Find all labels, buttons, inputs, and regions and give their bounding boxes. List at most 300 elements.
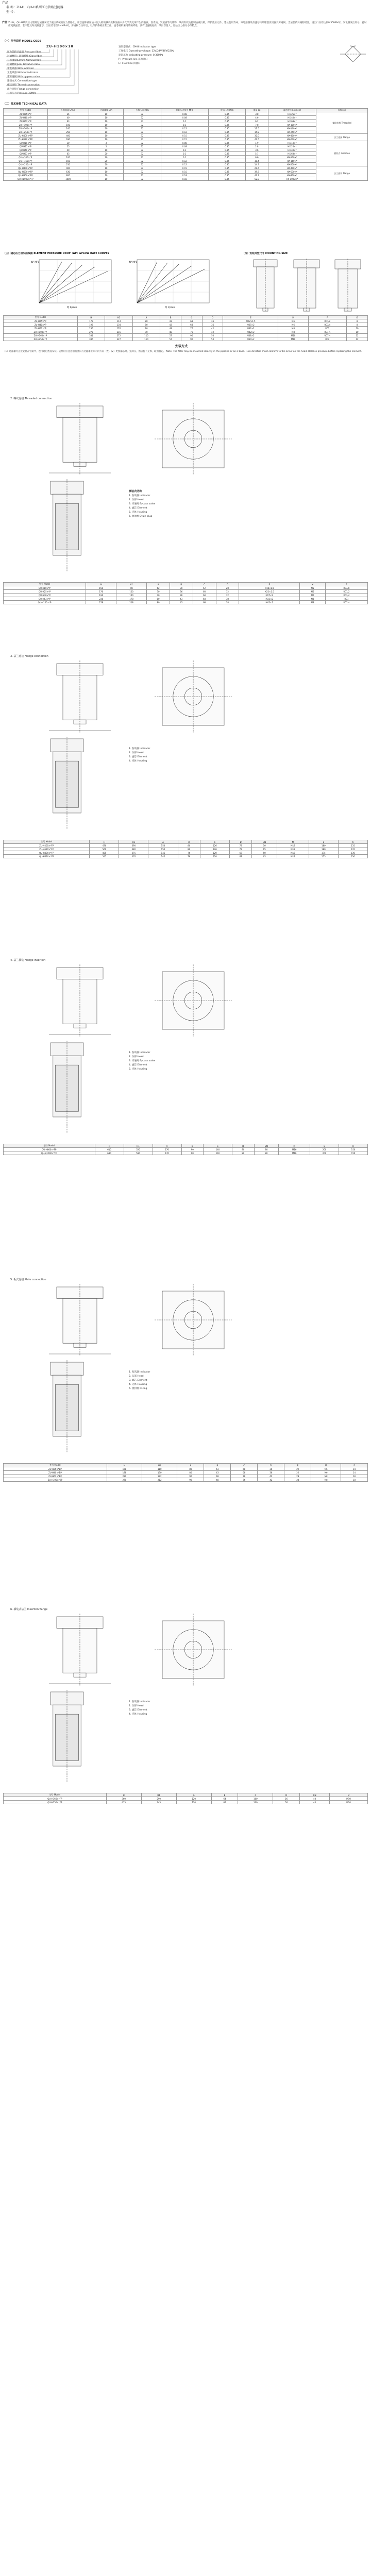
dim-col-header: M [330,1793,368,1797]
table-cell: QU-H400×*FP [4,851,90,855]
chart1-ylabel: ΔP MPa [31,261,40,264]
table-cell: 50 [202,334,223,337]
table-row [4,163,368,166]
table-row [4,134,368,138]
table-cell: 29.6 [246,166,268,170]
table-cell: ZU-H40×*BP [4,1471,107,1475]
table-cell: 80 [177,1467,204,1471]
table-cell: 0.12 [161,163,208,166]
parts-item: 1. 发讯器 Indicator [129,1371,150,1374]
dim-col-header: D [202,316,223,319]
dim-col-header: B [160,316,181,319]
table-cell: 120 [176,1797,211,1801]
table-cell: M12 [277,855,309,858]
table-cell: M33×2 [239,597,300,601]
table-cell: 8 [347,319,368,323]
table-cell: 10 [89,177,124,181]
table-cell: 28 [216,586,239,590]
table-cell: 150 [86,586,116,590]
table-cell: QU-H100×*P [4,601,86,604]
table-cell: 0.08 [161,145,208,148]
table-cell: 32 [124,141,161,145]
table-cell: QU-H63×*P [4,152,48,156]
table-cell: HX-630×* [268,138,316,141]
dim-col-header: M [279,1144,310,1148]
table-cell: 68 [229,851,251,855]
table-cell: 290 [141,1797,176,1801]
parts-item: 5. 密封圈 O-ring [129,1387,147,1390]
table-cell: M10 [278,337,308,341]
table-cell: QU-H25×*P [4,145,48,148]
table-row [4,844,368,848]
table-cell: 36 [202,323,223,327]
table-cell: 40 [300,1801,330,1804]
table-cell: 150 [339,1151,367,1155]
table-cell: 56 [273,1797,300,1801]
dim-col-header: B [204,1464,231,1467]
table-cell: 80 [147,597,170,601]
table-row [4,138,368,141]
table-cell: 130 [142,1471,177,1475]
table-cell: 76 [178,855,200,858]
table-cell: 10 [89,138,124,141]
dim-col-header: D [229,840,251,844]
table-cell: HX-10×* [268,141,316,145]
table-cell: 40 [47,148,89,152]
model-code-notes [119,45,174,66]
table-cell: 196 [86,594,116,597]
table-cell: HX-63×* [268,120,316,123]
table-row [4,120,368,123]
table-cell: 400 [47,166,89,170]
table-cell: 0.35 [208,138,245,141]
table-cell: M6 [311,1471,341,1475]
table-cell: M8 [300,597,326,601]
table-cell: M22×1.5 [223,319,278,323]
table-cell: 100 [238,1797,273,1801]
dimension-drawing-side [155,403,232,475]
table-cell: 130 [338,855,367,858]
table-cell: 32 [124,112,161,116]
table-cell: RC1¼ [308,330,347,334]
table-cell: ZU-H160×*P [4,334,78,337]
table-cell: 0.35 [208,130,245,134]
dim-col-header: A [148,840,178,844]
table-row [4,148,368,152]
parts-item: 1. 发讯器 Indicator [129,1052,150,1054]
table-cell: 10 [89,116,124,120]
table-cell: M10 [278,334,308,337]
table-cell: HX-1000×* [268,177,316,181]
dim-col-header: H1 [142,1464,177,1467]
pressure-drop-chart-2 [129,258,211,309]
table-cell: 14 [341,1467,368,1471]
table-cell: 3.8 [246,112,268,116]
table-cell: 0.15 [161,166,208,170]
table-row [4,1475,368,1478]
table-cell: 0.12 [161,159,208,163]
table-cell: 0.35 [208,163,245,166]
table-cell: 80 [232,1151,255,1155]
table-cell: M10 [330,1797,368,1801]
table-cell: 455 [90,851,119,855]
table-cell: ZU-H250×*P [4,337,78,341]
dim-col-header: F [308,316,347,319]
model-code-item: 连接方式 Connection type [7,80,37,82]
dim-col-header: M [300,583,326,586]
table-cell: 43 [170,597,193,601]
dim-col-header: D [232,1144,255,1148]
dim-col-header: H1 [116,583,147,586]
table-cell: RC2 [308,337,347,341]
table-row [4,597,368,601]
table-cell: HX-630×* [268,170,316,174]
table-cell: 80 [178,848,200,851]
dim-col-header: A [153,1144,181,1148]
dim-col-header: A [132,316,160,319]
table-cell: 2.8 [246,145,268,148]
table-cell: 230 [107,1475,142,1478]
table-cell: 5 [89,145,124,148]
table-cell: 238 [86,597,116,601]
connection-type-cell: 法兰插装 Flange [316,166,368,181]
table-cell: 114 [105,319,133,323]
table-cell: 68 [193,601,216,604]
table-cell: 0.18 [161,177,208,181]
table-cell: M27×2 [223,323,278,327]
table-cell: 36 [258,1467,284,1471]
table-cell: 0.35 [208,127,245,130]
table-cell: 0.1 [161,152,208,156]
table-cell: 32 [124,130,161,134]
table-cell: 63 [47,120,89,123]
table-cell: 120 [116,590,147,594]
dim-col-header: H [95,1144,124,1148]
table-cell: 90 [181,1151,204,1155]
dim-col-header: H [106,1793,141,1797]
table-cell: 32 [124,152,161,156]
table-cell: RC3/4 [325,594,367,597]
table-cell: 145 [148,855,178,858]
table-cell: 15.8 [246,130,268,134]
table-cell: 160 [47,127,89,130]
table-cell: 480 [119,848,148,851]
model-code-item: 公称压力 Pressure 32MPa [7,92,37,95]
table-cell: 20 [89,156,124,159]
intro-section [0,22,371,37]
table-cell: QU-H400×*FP [4,166,48,170]
table-cell: 10 [89,134,124,138]
dim-col-header: H [107,1464,142,1467]
table-cell: 390 [119,844,148,848]
parts-item: 4. 滤芯 Element [129,507,147,510]
table-row [4,323,368,327]
table-cell: 6.6 [246,156,268,159]
table-cell: 36 [202,319,223,323]
table-cell: QU-H800×*FP [4,1148,95,1151]
hydraulic-symbol [340,45,366,63]
table-cell: ZU-H630×*FP [4,138,48,141]
section-caption: 4. 法兰插装 Flange insertion [10,959,46,962]
table-cell: 200 [310,1148,339,1151]
cutaway-drawing [26,737,108,829]
table-cell: M33×2 [223,327,278,330]
dimension-table [3,1793,368,1804]
table-cell: 76 [231,1478,258,1482]
tech-data-table [3,108,368,181]
dim-col-header: M [311,1464,341,1467]
table-cell: 10 [89,130,124,134]
model-code-item: 无发讯器 Without indicator [7,72,38,74]
tech-col-header: 原始压力损失 MPa [161,109,208,112]
model-code-section [0,40,371,102]
dimension-section [0,1607,371,1917]
table-row [4,112,368,116]
table-cell: 0.35 [208,145,245,148]
table-cell: QU-H250×*FP [4,1801,107,1804]
table-cell: 52.0 [246,177,268,181]
table-cell: ZU-H63×*P [4,327,78,330]
table-cell: ZU-H400×*FP [4,134,48,138]
model-code-note: 工作电压 Operating voltage: 12V/24V/36V/220V [119,50,174,53]
table-row [4,337,368,341]
product-label: 产品 [2,1,9,5]
table-cell: M6 [278,323,308,327]
table-cell: 68 [181,323,202,327]
dim-col-header: F [325,583,367,586]
table-row [4,145,368,148]
table-cell: M16 [279,1151,310,1155]
cutaway-drawing [26,1041,108,1133]
note-title: 安装方式 [175,345,188,348]
table-cell: 130 [338,851,367,855]
table-cell: 278 [86,601,116,604]
table-cell: 150 [339,1148,367,1151]
dimension-section [0,654,371,948]
table-cell: QU-H100×*P [4,156,48,159]
parts-item: 2. 头部 Head [129,752,144,754]
table-cell: 43 [204,1471,231,1475]
table-row [4,166,368,170]
table-cell: 272 [105,334,133,337]
parts-item: 4. 滤芯 Element [129,1064,147,1066]
table-cell: QU-H40×*P [4,594,86,597]
table-row [4,159,368,163]
table-cell: M6 [300,594,326,597]
table-cell: 10 [89,120,124,123]
table-cell: 12 [347,337,368,341]
table-cell: 68 [193,597,216,601]
table-cell: 0.35 [208,174,245,177]
dimension-drawing-front [41,1284,119,1356]
table-cell: M12 [277,844,309,848]
dim-col-header: DN [300,1793,330,1797]
dim-col-header: D [216,583,239,586]
table-cell: 135 [338,848,367,851]
table-cell: 68 [231,1467,258,1471]
table-cell: 32 [124,174,161,177]
table-cell: 32 [124,148,161,152]
table-cell: 80 [132,319,160,323]
table-cell: 10 [89,148,124,152]
tech-col-header: 型号 Model [4,109,48,112]
table-cell: 46.2 [246,174,268,177]
table-cell: 140 [204,1148,232,1151]
model-code-items [7,50,42,96]
table-cell: 0.08 [161,112,208,116]
table-cell: 178 [116,597,147,601]
table-cell: 43 [170,601,193,604]
table-cell: 57 [160,334,181,337]
table-cell: RC1½ [308,334,347,337]
table-cell: 18 [341,1478,368,1482]
dimension-table [3,1463,368,1482]
table-cell: 0.35 [208,156,245,159]
table-cell: 160 [47,159,89,163]
table-cell: M8 [278,330,308,334]
table-cell: 68 [181,319,202,323]
table-cell: 98 [116,586,147,590]
table-cell: 18 [341,1475,368,1478]
table-cell: 70 [147,594,170,597]
table-cell: 465 [119,855,148,858]
pressure-drop-chart-1 [31,258,113,309]
dimension-section [0,1278,371,1597]
table-cell: RC1/2 [325,590,367,594]
parts-item: 1. 发讯器 Indicator [129,1701,150,1703]
section-caption: 2. 螺纹连接 Threaded connection [10,397,52,400]
table-cell: 32 [124,145,161,148]
table-cell: QU-H630×*FP [4,170,48,174]
table-cell: 22 [284,1467,311,1471]
table-cell: ZU-H63×*BP [4,1475,107,1478]
table-cell: 0.12 [161,127,208,130]
table-cell: 80 [178,844,200,848]
table-cell: ZU-H400×*FP [4,844,90,848]
table-cell: HX-100×* [268,123,316,127]
table-cell: 0.08 [161,116,208,120]
table-cell: 10 [89,112,124,116]
parts-item: 3. 滤芯 Element [129,756,147,758]
table-cell: M8 [300,601,326,604]
table-cell: 80 [232,1148,255,1151]
dimension-drawing-side [155,964,232,1037]
table-cell: M27×2 [239,594,300,597]
table-cell: 193 [77,323,105,327]
table-cell: M42×2 [239,601,300,604]
dim-col-header: D [273,1793,300,1797]
parts-list [129,1370,150,1391]
table-cell: 400 [47,134,89,138]
table-row [4,855,368,858]
table-cell: 11.5 [246,127,268,130]
table-cell: M48×2 [223,334,278,337]
table-cell: 10 [89,170,124,174]
table-cell: 90 [181,337,202,341]
table-cell: 0.35 [208,123,245,127]
table-cell: 52 [193,586,216,590]
table-cell: QU-H63×*P [4,597,86,601]
table-cell: 470 [90,844,119,848]
dimension-table [3,840,368,858]
table-row [4,1801,368,1804]
table-cell: 0.18 [161,174,208,177]
table-cell: M6 [300,590,326,594]
parts-list [129,1051,155,1072]
table-cell: 216 [105,330,133,334]
note-text: （1）过滤器可直接安装在管路中，也可通过底座安装。安装时应注意油液流向与过滤器上标示的方向一致。（2）更换滤芯时，先卸压，然后旋下壳体，取出滤芯。 Note: The filter may be mounted directly in the pipeline or on a base. Flow direction must conform to the arrow on the head. Release pressure before replacing the element. [3,350,362,353]
model-code-note: 发讯器型式：CM-Ⅲ Indicator type [119,46,157,48]
section-caption: 3. 法兰连接 Flange connection [10,655,48,658]
table-cell: M8 [311,1478,341,1482]
table-cell: M6 [311,1467,341,1471]
dim-col-header: B [211,1793,238,1797]
table-cell: HX-40×* [268,148,316,152]
table-cell: M5 [300,586,326,590]
parts-item: 2. 头部 Head [129,499,144,501]
table-cell: 64 [211,1801,238,1804]
table-cell: 64 [211,1797,238,1801]
table-cell: 50 [252,851,277,855]
dim-col-header: E [223,316,278,319]
table-cell: 3.6 [246,148,268,152]
table-cell: 0.35 [208,116,245,120]
table-cell: 250 [47,163,89,166]
parts-list [129,747,150,764]
curves-section [0,252,371,314]
section-caption: 6. 插装式法兰 Insertion flange [10,1608,48,1611]
table-cell: 610 [95,1148,124,1151]
dim-col-header: C [231,1464,258,1467]
table-cell: ZU-H40×*P [4,116,48,120]
table-cell: 32 [124,159,161,163]
table-cell: HX-40×* [268,116,316,120]
table-cell: 90 [177,1478,204,1482]
table-row [4,152,368,156]
table-cell: 150 [148,848,178,851]
table-cell: ZU-H100×*P [4,330,78,334]
table-row [4,334,368,337]
tech-col-header: 滤芯型号 Element [268,109,316,112]
table-cell: 42 [202,330,223,334]
dimension-section [0,958,371,1267]
table-cell: 40 [47,116,89,120]
model-code-note: L：Flow line 回油口 [119,62,141,65]
table-cell: M10 [330,1801,368,1804]
mounting-drawing-1 [247,259,283,313]
connection-type-cell: 法兰连接 Flange [316,134,368,141]
dim-col-header: 型号 Model [4,316,78,319]
table-cell: 65 [252,855,277,858]
table-cell: 56 [273,1801,300,1804]
table-cell: 0.08 [161,141,208,145]
table-cell: 42 [202,327,223,330]
dim-col-header: 型号 Model [4,1144,95,1148]
table-cell: 180 [309,844,338,848]
table-cell: 7.8 [246,123,268,127]
table-row [4,851,368,855]
table-cell: 32 [216,590,239,594]
table-cell: QU-H800×*FP [4,174,48,177]
table-cell: 70 [147,590,170,594]
table-cell: 10 [89,174,124,177]
cutaway-drawing [26,1690,108,1783]
model-code-string: ZU-H100×10 [46,45,74,48]
table-cell: 42 [258,1475,284,1478]
table-cell: 38 [216,597,239,601]
parts-list [129,1700,150,1717]
table-cell: 43 [204,1467,231,1471]
